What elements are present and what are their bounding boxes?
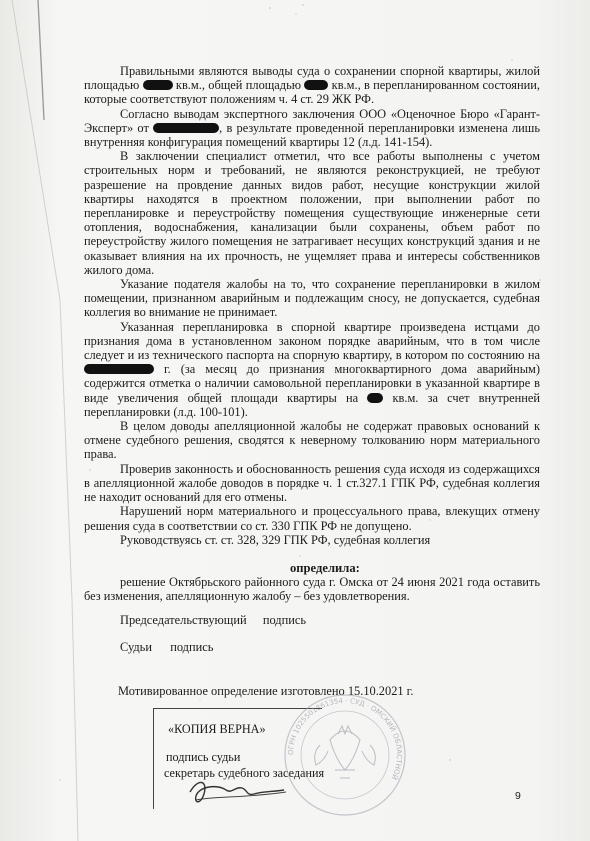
body-text (84, 64, 540, 547)
paragraph-4: Указание подателя жалобы на то, что сохранение перепланировки в жилом помещении, признанном аварийным и подлежащим сносу, не допускается, судебная коллегия во внимание не принимает. (84, 277, 540, 320)
presiding-label: Председательствующий (120, 613, 247, 627)
redaction-block (367, 393, 383, 403)
page-number: 9 (515, 790, 521, 802)
judges-label: Судьи (120, 640, 152, 654)
stamp-title: «КОПИЯ ВЕРНА» (168, 722, 266, 736)
paragraph-5 (84, 320, 540, 419)
svg-text:ОГРН 1025501861354 · СУД · ОМС: ОГРН 1025501861354 · СУД · ОМСКИЙ ОБЛАСТНОЙ (286, 696, 404, 781)
p1-text-b: кв.м., общей площадью (175, 78, 302, 93)
paragraph-8: Нарушений норм материального и процессуального права, влекущих отмену решения суда в соответствии со ст. 330 ГПК РФ не допущено. (84, 504, 540, 533)
ruling-text: решение Октябрьского районного суда г. Омска от 24 июня 2021 года оставить без изменения, апелляционную жалобу – без удовлетворения. (84, 575, 540, 604)
judges-line (120, 640, 213, 655)
redaction-block (84, 364, 154, 374)
handwritten-signature (186, 770, 306, 810)
paragraph-9: Руководствуясь ст. ст. 328, 329 ГПК РФ, судебная коллегия (120, 532, 431, 547)
ruling-heading: определила: (290, 561, 360, 575)
stamp-secretary: секретарь судебного заседания (164, 766, 325, 780)
p2-text-a: Согласно выводам экспертного заключения ООО «Оценочное Бюро «Гарант-Эксперт» от (84, 106, 540, 135)
presiding-signature: подпись (262, 613, 307, 627)
paragraph-7: Проверив законность и обоснованность решения суда исходя из содержащихся в апелляционной жалобе доводов в порядке ч. 1 ст.327.1 ГПК РФ, судебная коллегия не находит оснований для его отмены. (84, 461, 540, 505)
judges-signature: подпись (170, 640, 214, 654)
paragraph-1 (84, 64, 540, 107)
paragraph-2 (84, 107, 540, 150)
p1-text-a: Правильными являются выводы суда о сохранении спорной квартиры, жилой площадью (84, 64, 540, 93)
paragraph-6: В целом доводы апелляционной жалобы не содержат правовых оснований к отмене судебного решения, сводятся к неверному толкованию норм материального права. (84, 419, 540, 462)
presiding-line (120, 613, 306, 628)
paragraph-3: В заключении специалист отметил, что все работы выполнены с учетом строительных норм и требований, не являются реконструкцией, не требуют разрешение на провдение данных видов работ, несущие конструкции жилой квартиры находятся в проектном положении, при выполнении работ по перепланировке и переустройству помещения существующие инженерные сети отопления, водоснабжения, канализации были сохранены, объем работ по переустройству жилого помещения не затрагивает несущих конструкций здания и не оказывает влияния на их прочность, не ущемляет права и интересы собственников жилого дома. (84, 149, 540, 277)
p5-text-b: г. (за месяц до признания многоквартирного дома аварийным) содержится отметка о наличии самовольной перепланировки в указанной квартире в виде увеличения общей площади квартиры на (84, 362, 540, 405)
redaction-block (153, 123, 219, 133)
p5-text-c: кв.м. за счет внутренней перепланировки (л.д. 100-101). (84, 390, 541, 419)
p2-text-b: , в результате проведенной перепланировки изменена лишь внутренняя конфигурация помещений квартиры 12 (л.д. 141-154). (84, 120, 540, 150)
redaction-block (143, 80, 173, 90)
redaction-block (304, 80, 328, 90)
stamp-judge-signature: подпись судьи (166, 750, 241, 764)
p5-text-a: Указанная перепланировка в спорной квартире произведена истцами до признания дома в установленном законом порядке аварийным, что в том числе следует и из технического паспорта на спорную квартиру, в котором по состоянию на (84, 319, 540, 363)
motivated-date: Мотивированное определение изготовлено 15.10.2021 г. (118, 684, 414, 698)
p1-text-c: кв.м., в перепланированном состоянии, которые соответствуют положениям ч. 4 ст. 29 ЖК РФ. (84, 78, 540, 107)
